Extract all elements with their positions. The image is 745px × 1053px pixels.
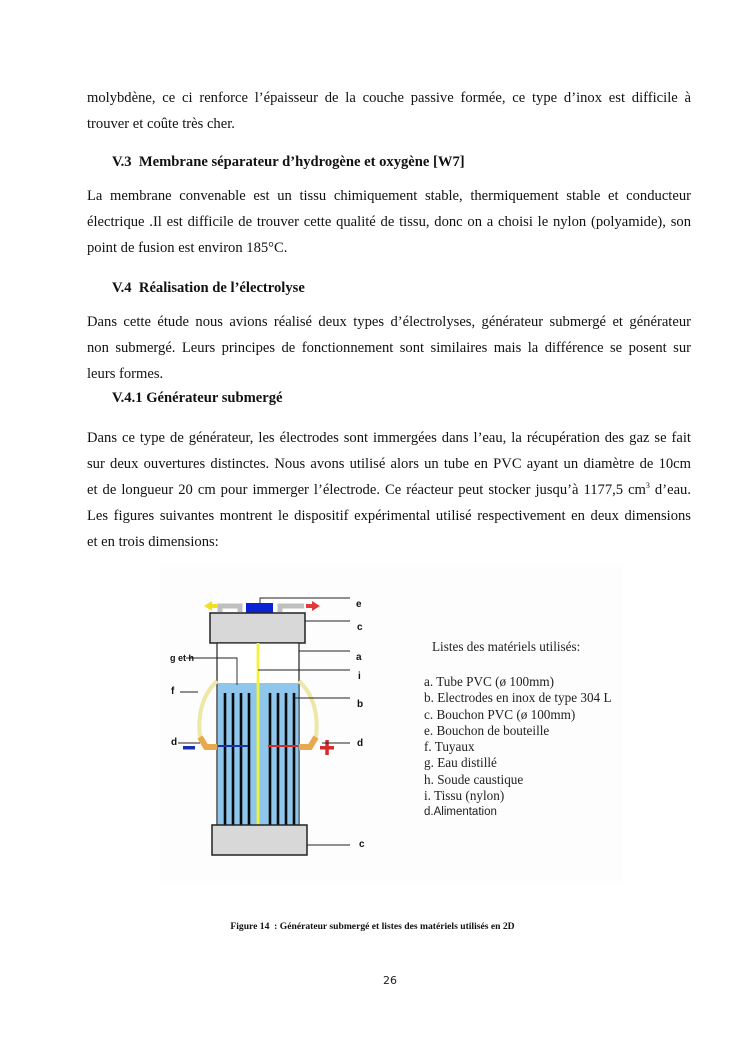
label-c-top: c — [357, 622, 363, 633]
materials-list — [424, 674, 612, 821]
materials-list-title: Listes des matériels utilisés: — [432, 639, 581, 654]
hose-right — [299, 681, 317, 737]
volume-text: et de longueur 20 cm pour immerger l’électrode. Ce réacteur peut stocker jusqu’à 1177,5 cm — [87, 482, 646, 498]
bottle-cap — [246, 603, 273, 613]
o2-outlet-pipe — [280, 606, 304, 612]
paragraph-generateur — [87, 425, 691, 555]
text-line: La membrane convenable est un tissu chimiquement stable, thermiquement stable et conducteur — [87, 188, 691, 204]
h2-outlet-pipe — [220, 606, 240, 612]
page-number: 26 — [383, 974, 397, 987]
cubic-superscript: 3 — [645, 481, 650, 491]
paragraph-realisation — [87, 309, 691, 387]
materials-list-item: d.Alimentation — [424, 806, 497, 819]
label-b: b — [357, 699, 364, 710]
o2-arrow-icon — [306, 601, 320, 611]
label-a: a — [356, 652, 362, 663]
paragraph-intro — [87, 85, 691, 137]
materials-list-item: g. Eau distillé — [424, 755, 497, 771]
text-line: point de fusion est environ 185°C. — [87, 240, 288, 256]
plus-icon — [320, 740, 334, 755]
paragraph-membrane — [87, 183, 691, 261]
text-line: leurs formes. — [87, 366, 164, 382]
label-c-bottom: c — [359, 839, 365, 850]
hose-left — [199, 681, 217, 737]
top-pvc-cap — [210, 613, 305, 643]
materials-list-item: f. Tuyaux — [424, 739, 475, 755]
text-line: molybdène, ce ci renforce l’épaisseur de la couche passive formée, ce type d’inox est difficile à — [87, 90, 691, 106]
materials-list-item: a. Tube PVC (ø 100mm) — [424, 674, 555, 689]
text-line-volume — [87, 477, 691, 503]
materials-list-item: e. Bouchon de bouteille — [424, 722, 550, 738]
volume-text-end: d’eau. — [649, 482, 691, 498]
label-i: i — [358, 671, 361, 682]
text-line: non submergé. Leurs principes de fonctionnement sont similaires mais la différence se posent sur — [87, 340, 691, 356]
text-line: et en trois dimensions: — [87, 534, 219, 550]
text-line: Dans ce type de générateur, les électrodes sont immergées dans l’eau, la récupération des gaz se fait — [87, 430, 691, 446]
minus-icon — [183, 746, 195, 750]
text-line: électrique .Il est difficile de trouver cette qualité de tissu, donc on a choisi le nylon (polyamide), son — [87, 214, 691, 230]
label-d-right: d — [357, 738, 364, 749]
label-d-left: d — [171, 737, 178, 748]
bottom-pvc-cap — [212, 825, 307, 855]
section-heading-v41: V.4.1 Générateur submergé — [112, 390, 283, 406]
materials-list-item: c. Bouchon PVC (ø 100mm) — [424, 706, 576, 722]
materials-list-item: i. Tissu (nylon) — [424, 788, 505, 804]
label-f: f — [171, 686, 175, 697]
materials-list-item: b. Electrodes en inox de type 304 L — [424, 690, 612, 706]
connector-left — [200, 737, 217, 747]
section-heading-v4: V.4 Réalisation de l’électrolyse — [112, 280, 305, 296]
text-line: trouver et coûte très cher. — [87, 116, 235, 132]
label-g-et-h: g et h — [170, 653, 194, 663]
figure-caption: Figure 14 : Générateur submergé et listes des matériels utilisés en 2D — [230, 921, 515, 932]
text-line: Dans cette étude nous avions réalisé deux types d’électrolyses, générateur submergé et générateur — [87, 314, 691, 330]
text-line: sur deux ouvertures distinctes. Nous avons utilisé alors un tube en PVC ayant un diamètre de 10cm — [87, 456, 691, 472]
label-e: e — [356, 599, 362, 610]
materials-list-item: h. Soude caustique — [424, 771, 524, 787]
h2-arrow-icon — [204, 601, 218, 611]
connector-right — [299, 737, 316, 747]
text-line: Les figures suivantes montrent le dispositif expérimental utilisé respectivement en deux dimensions — [87, 508, 691, 524]
section-heading-v3: V.3 Membrane séparateur d’hydrogène et oxygène [W7] — [112, 154, 465, 170]
